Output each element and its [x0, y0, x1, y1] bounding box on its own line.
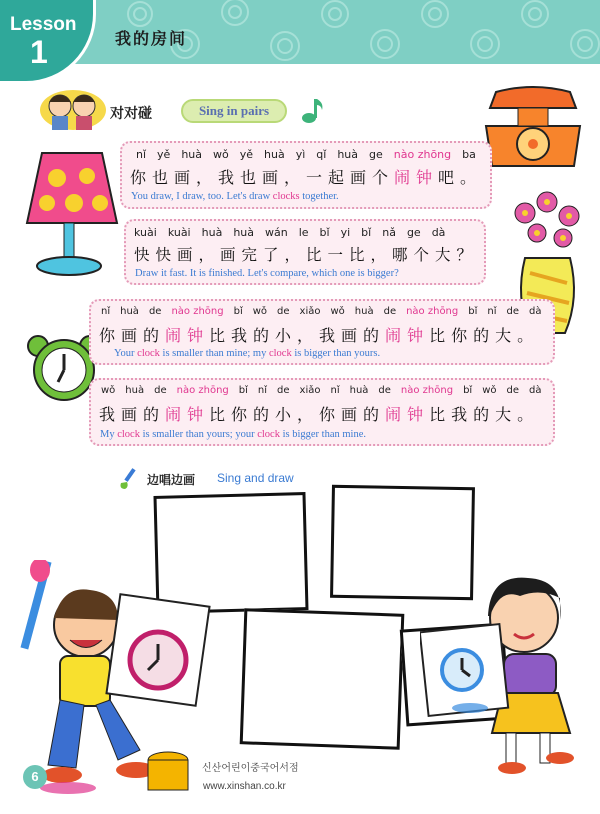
- lesson-tab: [0, 0, 96, 84]
- pinyin-syllable: wǒ: [101, 385, 116, 396]
- pinyin-syllable: wán: [265, 226, 288, 239]
- hanzi-text: 我画的: [99, 405, 166, 424]
- pinyin-syllable: huà: [354, 306, 374, 317]
- english-text: is bigger than mine.: [279, 429, 366, 440]
- english-text: clock: [137, 348, 160, 359]
- pinyin-syllable: de: [277, 306, 290, 317]
- page-number: 6: [23, 765, 47, 789]
- pinyin-syllable: huà: [349, 385, 369, 396]
- pinyin-syllable: de: [506, 385, 520, 396]
- english-text: together.: [299, 191, 339, 202]
- pinyin-syllable: nǐ: [330, 385, 340, 396]
- girl-with-clock-illustration: [420, 568, 595, 778]
- pinyin-syllable: wǒ: [252, 306, 268, 317]
- pinyin-line: [101, 306, 542, 317]
- hanzi-line: [130, 165, 482, 188]
- pinyin-line: [136, 148, 476, 161]
- pinyin-syllable: nǎ: [382, 226, 396, 239]
- pinyin-syllable: de: [378, 385, 391, 396]
- kids-icon: [38, 82, 108, 132]
- pinyin-syllable: nǐ: [487, 306, 497, 317]
- pinyin-syllable: yě: [239, 148, 254, 161]
- lyric-box-2: [124, 219, 486, 285]
- english-text: My: [100, 429, 118, 440]
- pinyin-syllable: wǒ: [213, 148, 229, 161]
- pinyin-syllable: bǐ: [463, 385, 473, 396]
- pinyin-syllable: bǐ: [319, 226, 330, 239]
- english-line: [131, 191, 339, 202]
- pinyin-line: [101, 385, 542, 396]
- pinyin-syllable: nào zhōng: [171, 306, 224, 317]
- pinyin-syllable: kuài: [167, 226, 191, 239]
- pinyin-syllable: bǐ: [468, 306, 478, 317]
- pinyin-line: [134, 226, 445, 239]
- english-text: Draw it fast. It is finished. Let's compare, which one is bigger?: [135, 268, 399, 279]
- hanzi-text: 闹钟: [385, 405, 430, 424]
- pinyin-syllable: ge: [406, 226, 421, 239]
- pinyin-syllable: ba: [462, 148, 476, 161]
- pinyin-syllable: de: [154, 385, 167, 396]
- telephone-icon: [478, 86, 588, 178]
- english-text: You draw, I draw, too. Let's draw: [131, 191, 273, 202]
- hanzi-line: [134, 243, 478, 265]
- pinyin-syllable: wǒ: [482, 385, 497, 396]
- drawing-frame-3[interactable]: [240, 608, 405, 750]
- pinyin-syllable: nào zhōng: [400, 385, 454, 396]
- table-lamp-icon: [22, 148, 122, 278]
- hanzi-text: 快快画，画完了，比一比，哪个大？: [134, 246, 479, 264]
- sing-and-draw-zh: 边唱边画: [147, 473, 196, 487]
- hanzi-text: 你也画，我也画，一起画个: [130, 168, 395, 187]
- pinyin-syllable: huà: [233, 226, 254, 239]
- pinyin-syllable: nǐ: [136, 148, 147, 161]
- english-text: clock: [117, 429, 140, 440]
- hanzi-text: 比你的大。: [429, 326, 540, 345]
- english-text: clock: [268, 348, 292, 359]
- pinyin-syllable: bǐ: [361, 226, 372, 239]
- lyric-box-3: [89, 299, 555, 365]
- pinyin-syllable: huà: [337, 148, 359, 161]
- hanzi-text: 闹钟: [394, 168, 439, 187]
- english-text: is smaller than mine; my: [159, 348, 269, 359]
- hanzi-text: 比我的大。: [429, 405, 540, 424]
- pinyin-syllable: de: [506, 306, 520, 317]
- paintbrush-icon: [117, 467, 141, 491]
- pinyin-syllable: qǐ: [316, 148, 327, 161]
- pinyin-syllable: de: [148, 306, 162, 317]
- pinyin-syllable: huà: [120, 306, 139, 317]
- pinyin-syllable: kuài: [134, 226, 157, 239]
- pinyin-syllable: huà: [201, 226, 223, 239]
- pinyin-syllable: huà: [181, 148, 202, 161]
- pinyin-syllable: nǐ: [101, 306, 111, 317]
- lyric-box-1: [120, 141, 492, 209]
- english-line: [100, 429, 366, 440]
- lesson-title: 我的房间: [115, 29, 188, 48]
- lesson-number: 1: [30, 34, 48, 70]
- pinyin-syllable: xiǎo: [299, 306, 321, 317]
- pinyin-syllable: xiǎo: [299, 385, 321, 396]
- english-text: Your: [114, 348, 138, 359]
- pinyin-syllable: dà: [431, 226, 446, 239]
- hanzi-text: 闹钟: [385, 326, 430, 345]
- sing-and-draw-en: Sing and draw: [217, 471, 294, 485]
- pinyin-syllable: de: [383, 306, 397, 317]
- pinyin-syllable: huà: [125, 385, 145, 396]
- english-line: [114, 348, 380, 359]
- lesson-word: Lesson: [10, 14, 77, 35]
- pinyin-syllable: huà: [264, 148, 285, 161]
- lyric-box-4: [89, 378, 555, 446]
- pinyin-syllable: dà: [529, 306, 542, 317]
- watermark-line2: www.xinshan.co.kr: [203, 781, 286, 792]
- english-text: clock: [257, 429, 280, 440]
- hanzi-text: 闹钟: [165, 405, 210, 424]
- pinyin-syllable: dà: [529, 385, 542, 396]
- hanzi-text: 你画的: [99, 326, 166, 345]
- pinyin-syllable: nǐ: [257, 385, 268, 396]
- english-text: is bigger than yours.: [291, 348, 381, 359]
- pinyin-syllable: nào zhōng: [406, 306, 459, 317]
- boy-with-clock-illustration: [18, 560, 218, 795]
- pinyin-syllable: nào zhōng: [176, 385, 229, 396]
- hanzi-line: [99, 323, 539, 346]
- pinyin-syllable: yě: [157, 148, 171, 161]
- english-text: clocks: [272, 191, 300, 202]
- hanzi-text: 比我的小，我画的: [209, 326, 386, 345]
- pinyin-syllable: yì: [295, 148, 306, 161]
- sing-in-pairs-zh: 对对碰: [110, 106, 152, 122]
- pinyin-syllable: yi: [340, 226, 351, 239]
- hanzi-line: [99, 402, 539, 425]
- hanzi-text: 吧。: [438, 168, 483, 187]
- pinyin-syllable: nào zhōng: [393, 148, 452, 161]
- pinyin-syllable: bǐ: [238, 385, 248, 396]
- pinyin-syllable: wǒ: [330, 306, 345, 317]
- music-note-icon: [301, 96, 325, 124]
- pinyin-syllable: bǐ: [233, 306, 243, 317]
- watermark-line1: 신산어린이중국어서점: [202, 763, 299, 774]
- english-line: [135, 268, 399, 279]
- hanzi-text: 闹钟: [165, 326, 210, 345]
- english-text: is smaller than yours; your: [139, 429, 258, 440]
- pinyin-syllable: le: [298, 226, 309, 239]
- pinyin-syllable: ge: [369, 148, 383, 161]
- pinyin-syllable: de: [277, 385, 290, 396]
- hanzi-text: 比你的小，你画的: [209, 405, 386, 424]
- sing-in-pairs-pill: Sing in pairs: [181, 99, 287, 123]
